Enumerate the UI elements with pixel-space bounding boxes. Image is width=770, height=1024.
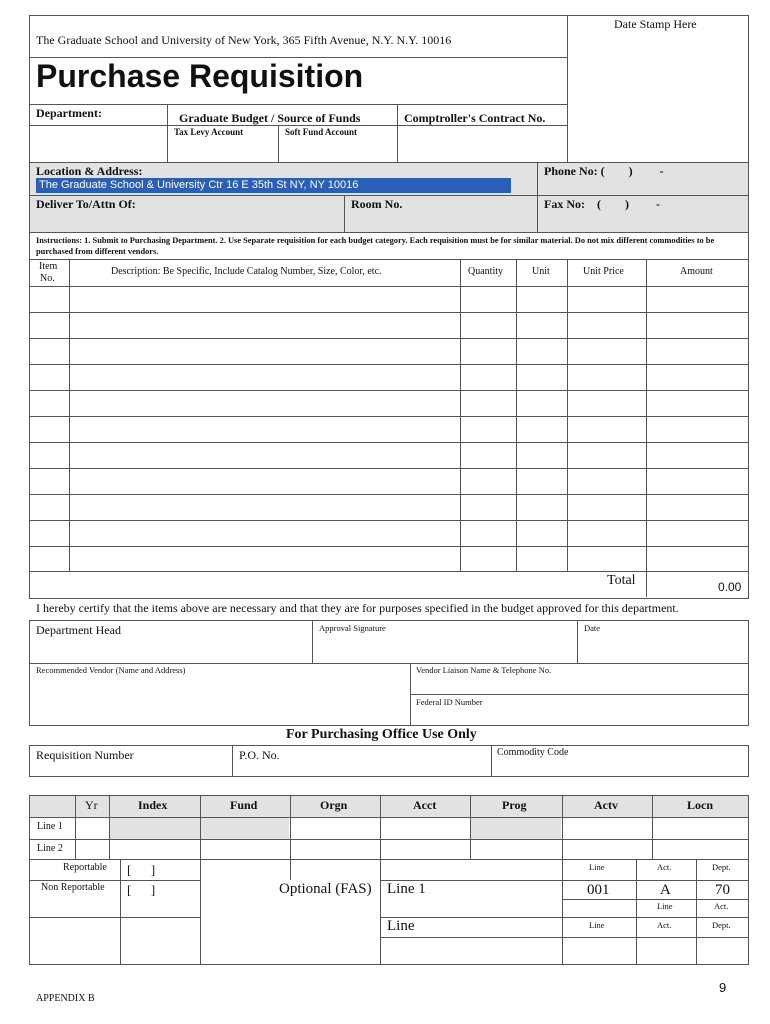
divider xyxy=(577,620,578,664)
actv-header: Actv xyxy=(594,798,618,812)
orgn-header: Orgn xyxy=(320,798,348,812)
institution-line: The Graduate School and University of New York, 365 Fifth Avenue, N.Y. N.Y. 10016 xyxy=(36,33,452,47)
unit-price-header: Unit Price xyxy=(583,266,624,277)
room-label: Room No. xyxy=(351,197,403,211)
purchasing-box xyxy=(29,745,749,777)
table-row xyxy=(29,468,749,469)
divider xyxy=(562,795,563,965)
divider xyxy=(29,859,749,860)
line-col-label-2: Line xyxy=(589,920,605,930)
divider xyxy=(397,104,398,162)
divider xyxy=(29,232,749,233)
unit-header: Unit xyxy=(532,266,550,277)
divider xyxy=(470,795,471,859)
divider xyxy=(380,795,381,965)
page-title: Purchase Requisition xyxy=(36,58,364,94)
non-reportable-label: Non Reportable xyxy=(41,882,105,893)
table-row xyxy=(29,390,749,391)
act-value: A xyxy=(660,882,671,898)
amount-header: Amount xyxy=(680,266,713,277)
approval-signature-label: Approval Signature xyxy=(319,623,386,633)
form-outer-top xyxy=(29,15,749,599)
divider xyxy=(380,880,749,881)
line2-label: Line 2 xyxy=(37,843,63,854)
page-number: 9 xyxy=(719,980,727,995)
table-row xyxy=(29,338,749,339)
divider xyxy=(167,104,168,162)
divider xyxy=(696,859,697,965)
item-no-header-2: No. xyxy=(40,273,55,284)
divider xyxy=(29,917,200,918)
yr-header: Yr xyxy=(85,798,98,812)
date-label: Date xyxy=(584,623,601,633)
divider xyxy=(278,125,279,162)
deliver-to-label: Deliver To/Attn Of: xyxy=(36,197,136,211)
total-label: Total xyxy=(607,573,636,588)
date-stamp-label: Date Stamp Here xyxy=(614,17,697,31)
table-row xyxy=(29,520,749,521)
act-col-label-2: Act. xyxy=(657,920,672,930)
department-label: Department: xyxy=(36,106,102,120)
table-row xyxy=(29,546,749,547)
divider xyxy=(29,880,200,881)
reportable-checkbox[interactable]: [ ] xyxy=(127,862,156,877)
dept-col-label-2: Dept. xyxy=(712,920,731,930)
po-no-label: P.O. No. xyxy=(239,748,280,762)
fas-line1-label: Line 1 xyxy=(387,881,426,897)
table-row xyxy=(29,571,749,572)
phone-label: Phone No: ( ) - xyxy=(544,164,664,178)
locn-header: Locn xyxy=(687,798,714,812)
divider xyxy=(29,259,749,260)
commodity-code-label: Commodity Code xyxy=(497,747,569,758)
date-stamp-divider xyxy=(567,15,568,162)
dept-value: 70 xyxy=(715,882,730,898)
act-sub-label: Act. xyxy=(714,901,729,911)
divider xyxy=(200,795,201,965)
table-row xyxy=(29,416,749,417)
divider xyxy=(109,795,110,859)
divider xyxy=(460,259,461,571)
optional-fas-label: Optional (FAS) xyxy=(279,881,372,897)
table-row xyxy=(29,442,749,443)
index-header: Index xyxy=(138,798,168,812)
fund-header: Fund xyxy=(230,798,258,812)
quantity-header: Quantity xyxy=(468,266,503,277)
divider xyxy=(410,694,749,695)
budget-label: Graduate Budget / Source of Funds xyxy=(179,111,361,125)
divider xyxy=(232,745,233,777)
table-row xyxy=(29,312,749,313)
approval-box xyxy=(29,620,749,664)
table-row xyxy=(29,494,749,495)
fax-label: Fax No: ( ) - xyxy=(544,197,660,211)
recommended-vendor-label: Recommended Vendor (Name and Address) xyxy=(36,665,186,675)
vendor-liaison-label: Vendor Liaison Name & Telephone No. xyxy=(416,665,552,675)
total-value: 0.00 xyxy=(718,580,742,594)
divider xyxy=(120,859,121,965)
department-field[interactable] xyxy=(31,126,165,160)
divider xyxy=(636,859,637,965)
act-col-label: Act. xyxy=(657,862,672,872)
divider xyxy=(75,795,76,859)
divider xyxy=(29,598,749,599)
location-address-field[interactable]: The Graduate School & University Ctr 16 E 35th St NY, NY 10016 xyxy=(36,178,511,193)
requisition-number-label: Requisition Number xyxy=(36,748,134,762)
contract-field[interactable] xyxy=(399,127,565,160)
divider xyxy=(29,839,749,840)
divider xyxy=(29,104,567,105)
dept-col-label: Dept. xyxy=(712,862,731,872)
divider xyxy=(562,899,749,900)
non-reportable-checkbox[interactable]: [ ] xyxy=(127,882,156,897)
federal-id-label: Federal ID Number xyxy=(416,697,483,707)
line-sub-label: Line xyxy=(657,901,673,911)
appendix-label: APPENDIX B xyxy=(36,993,95,1004)
divider xyxy=(516,259,517,571)
divider xyxy=(290,795,291,880)
divider xyxy=(652,795,653,859)
purchasing-heading: For Purchasing Office Use Only xyxy=(286,727,477,742)
reportable-label: Reportable xyxy=(63,862,107,873)
divider xyxy=(491,745,492,777)
item-no-header-1: Item xyxy=(39,261,58,272)
location-label: Location & Address: xyxy=(36,164,143,178)
tax-levy-field[interactable] xyxy=(169,140,276,160)
divider xyxy=(567,259,568,571)
divider xyxy=(69,259,70,571)
divider xyxy=(29,195,749,196)
certification-text: I hereby certify that the items above are necessary and that they are for purposes specified in the budget approved for this department. xyxy=(36,601,679,615)
contract-label: Comptroller's Contract No. xyxy=(404,111,546,125)
soft-fund-label: Soft Fund Account xyxy=(285,127,358,137)
department-head-label: Department Head xyxy=(36,623,121,637)
line1-label: Line 1 xyxy=(37,821,63,832)
instructions-text: Instructions: 1. Submit to Purchasing Department. 2. Use Separate requisition for each budget category. Each requisition must be for similar material. Do not mix different commodities to be purchased from different vendors. xyxy=(36,236,715,256)
line-col-label: Line xyxy=(589,862,605,872)
divider xyxy=(29,162,749,163)
prog-header: Prog xyxy=(502,798,527,812)
description-header: Description: Be Specific, Include Catalog Number, Size, Color, etc. xyxy=(111,266,382,277)
tax-levy-label: Tax Levy Account xyxy=(174,127,244,137)
divider xyxy=(537,162,538,232)
table-row xyxy=(29,364,749,365)
soft-fund-field[interactable] xyxy=(280,140,395,160)
divider xyxy=(344,195,345,232)
divider xyxy=(380,937,749,938)
fas-line-label: Line xyxy=(387,918,415,934)
divider xyxy=(380,917,749,918)
table-row xyxy=(29,286,749,287)
divider xyxy=(29,817,749,818)
acct-header: Acct xyxy=(413,798,437,812)
divider xyxy=(312,620,313,664)
line-value: 001 xyxy=(587,882,610,898)
